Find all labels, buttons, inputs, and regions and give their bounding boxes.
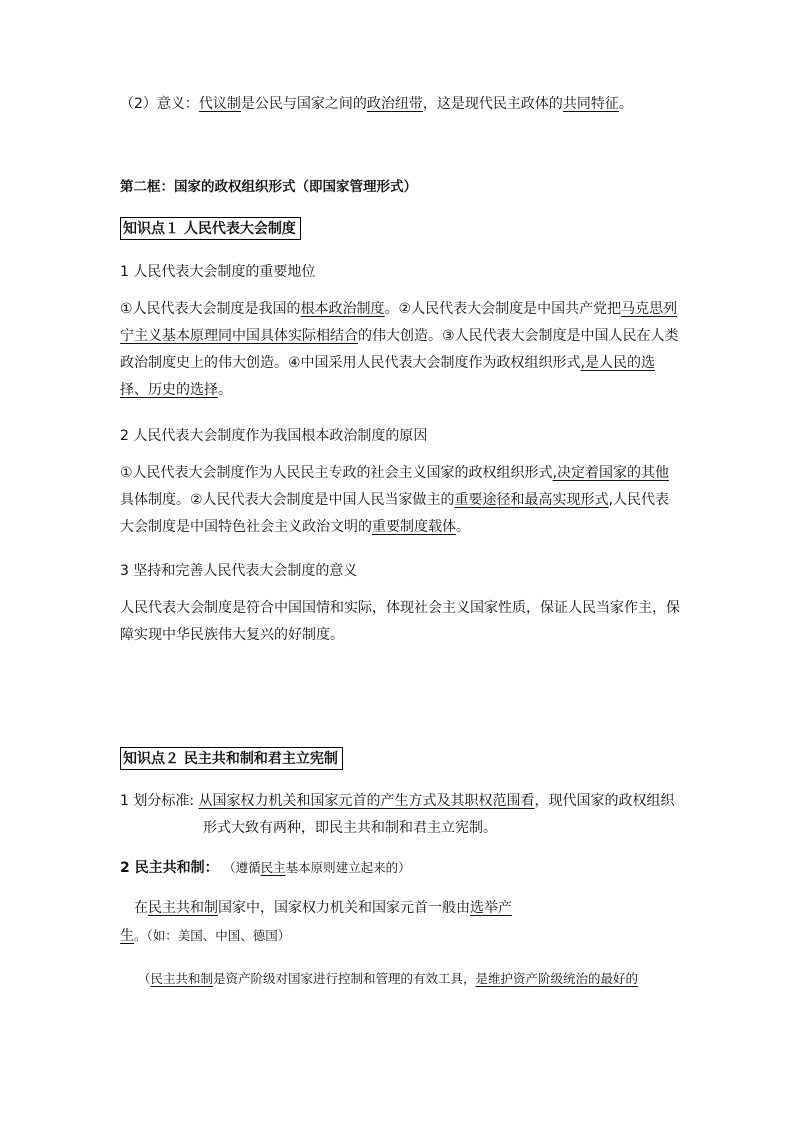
underlined-term: 共同特征 bbox=[562, 96, 619, 112]
underlined-term: 民主共和制 bbox=[148, 900, 218, 916]
text: ①人民代表大会制度是我国的 bbox=[120, 301, 301, 317]
kp2-standard bbox=[120, 788, 680, 814]
text: ①人民代表大会制度作为人民民主专政的社会主义国家的政权组织形式 bbox=[120, 465, 553, 481]
text: 。②人民代表大会制度是中国共产党把 bbox=[384, 301, 622, 317]
kp2-standard-cont: 形式大致有两种，即民主共和制和君主立宪制。 bbox=[203, 820, 497, 836]
text: 国家中，国家权力机关和国家元首一般由 bbox=[218, 900, 470, 916]
underlined-term: 政治纽带 bbox=[366, 96, 423, 112]
kp1-title: 知识点１ 人民代表大会制度 bbox=[120, 217, 301, 240]
underlined-term: 根本政治制度 bbox=[300, 301, 385, 317]
significance-line bbox=[120, 91, 680, 117]
underlined-term: 选举产生 bbox=[120, 900, 512, 944]
underlined-term: 重要途径和最高实现形式 bbox=[454, 492, 609, 508]
underlined-term: 是维护资产阶级统治的最好的 bbox=[475, 971, 639, 986]
text: ，这是现代民主政体的 bbox=[422, 96, 563, 112]
kp2-republic-heading bbox=[120, 855, 680, 881]
kp1-para-2 bbox=[120, 460, 680, 541]
text: ，现代国家的政权组织 bbox=[534, 793, 675, 809]
text: 。 bbox=[618, 96, 633, 112]
frame-title: 第二框：国家的政权组织形式（即国家管理形式） bbox=[120, 179, 417, 195]
kp1-heading-2: 2 人民代表大会制度作为我国根本政治制度的原因 bbox=[120, 428, 428, 444]
kp2-title-row bbox=[120, 746, 680, 772]
text: 的伟大创造。③人民代表大会制度是中国人民在人类政治制度史上的伟大创造。④中国采用人民代表大会制度作为政权组织形式 bbox=[120, 328, 679, 371]
kp1-heading-1: 1 人民代表大会制度的重要地位 bbox=[120, 264, 316, 280]
kp1-heading-3: 3 坚持和完善人民代表大会制度的意义 bbox=[120, 563, 358, 579]
text: 2 民主共和制： bbox=[120, 860, 219, 876]
underlined-term: 重要制度载体 bbox=[372, 519, 456, 535]
kp2-republic-para bbox=[120, 895, 680, 950]
text: 在 bbox=[134, 900, 148, 916]
text: 基本原则建立起来的） bbox=[285, 860, 411, 875]
text: （ bbox=[138, 971, 151, 986]
kp2-republic-note bbox=[120, 965, 680, 992]
underlined-term: 民主共和制 bbox=[150, 971, 214, 986]
text: ,人民代表大会制度是中国特色社会主义政治文明的 bbox=[120, 492, 670, 535]
kp1-para-1 bbox=[120, 296, 680, 404]
text: 。（如：美国、中国、德国） bbox=[134, 928, 291, 943]
underlined-term: ,决定着国家的其他 bbox=[552, 465, 670, 481]
kp1-para-3: 人民代表大会制度是符合中国国情和实际，体现社会主义国家性质，保证人民当家作主，保障实现中华民族伟大复兴的好制度。 bbox=[120, 600, 680, 643]
text: 是公民与国家之间的 bbox=[240, 96, 367, 112]
text: 具体制度。②人民代表大会制度是中国人民当家做主的 bbox=[120, 492, 455, 508]
text: （2）意义： bbox=[120, 96, 199, 112]
underlined-term: 从国家权力机关和国家元首的产生方式及其职权范围看 bbox=[198, 793, 535, 809]
text: 。 bbox=[218, 382, 232, 398]
underlined-term: 民主 bbox=[260, 860, 286, 875]
kp1-title-row bbox=[120, 216, 680, 242]
text: 是资产阶级对国家进行控制和管理的有效工具， bbox=[213, 971, 476, 986]
kp2-title: 知识点２ 民主共和制和君主立宪制 bbox=[120, 747, 343, 770]
text: （遵循 bbox=[223, 860, 261, 875]
text: 。 bbox=[456, 519, 470, 535]
underlined-term: 马克思列宁主义基本原理同中国具体实际相结合 bbox=[120, 301, 678, 344]
text: 1 划分标准: bbox=[120, 793, 199, 809]
underlined-term: ,是人民的选择、历史的选择 bbox=[120, 355, 656, 398]
underlined-term: 代议制 bbox=[198, 96, 241, 112]
